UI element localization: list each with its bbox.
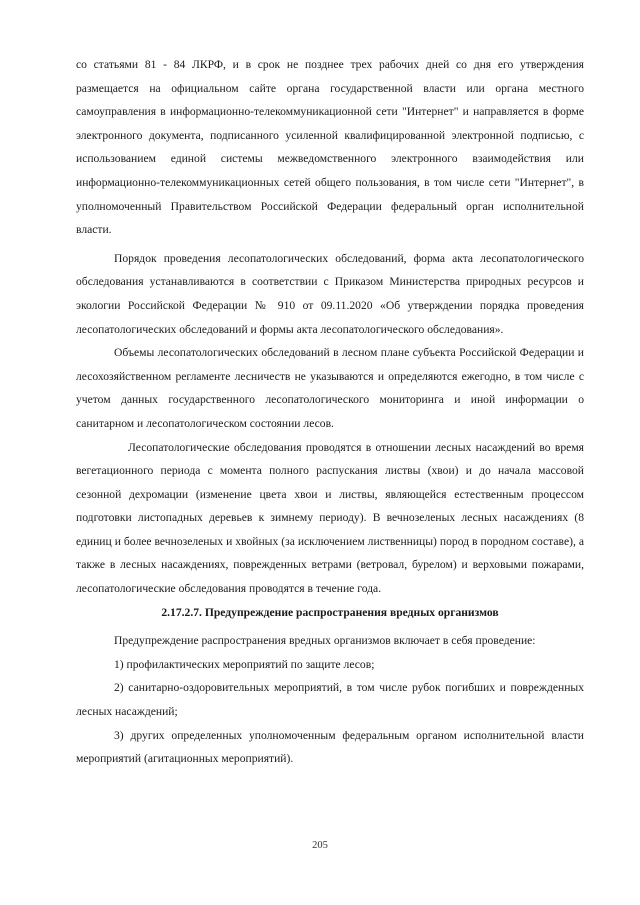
list-item: 2) санитарно-оздоровительных мероприятий, в том числе рубок погибших и поврежденных лесных насаждений; [76,681,584,719]
list-item: 1) профилактических мероприятий по защите лесов; [114,657,375,671]
section-heading: 2.17.2.7. Предупреждение распространения вредных организмов [161,605,499,619]
paragraph-survey-volumes: Объемы лесопатологических обследований в лесном плане субъекта Российской Федерации и лесохозяйственном регламенте лесничеств не указываются и определяются ежегодно, в том числе с учетом данных государственного лесопатологического мониторинга и иной информации о санитарном и лесопатологическом состоянии лесов. [76,346,584,430]
paragraph-prevention-intro: Предупреждение распространения вредных организмов включает в себя проведение: [114,634,536,648]
paragraph-order-of-surveys: Порядок проведения лесопатологических обследований, форма акта лесопатологического обследования устанавливаются в соответствии с Приказом Министерства природных ресурсов и экологии Российской Федерации № 910 от 09.11.2020 «Об утверждении порядка проведения лесопатологических обследований и формы акта лесопатологического обследования». [76,251,584,336]
paragraph-continuation: со статьями 81 - 84 ЛКРФ, и в срок не позднее трех рабочих дней со дня его утверждения размещается на официальном сайте органа государственной власти или органа местного самоуправления в информационно-телекоммуникационной сети "Интернет" и направляется в форме электронного документа, подписанного усиленной квалифицированной электронной подписью, с использованием единой системы межведомственного электронного взаимодействия или информационно-телекоммуникационных сетей общего пользования, в том числе сети "Интернет", в уполномоченный Правительством Российской Федерации федеральный орган исполнительной власти. [76,58,584,237]
list-item: 3) других определенных уполномоченным федеральным органом исполнительной власти мероприятий (агитационных мероприятий). [76,728,584,766]
page-number: 205 [312,840,328,851]
document-page [76,53,584,771]
paragraph-survey-timing: Лесопатологические обследования проводятся в отношении лесных насаждений во время вегетационного периода с момента полного распускания листвы (хвои) и до начала массовой сезонной дехромации (изменение цвета хвои и листвы, являющейся естественным процессом подготовки листопадных деревьев к зимнему периоду). В вечнозеленых лесных насаждениях (8 единиц и более вечнозеленых и хвойных (за исключением лиственницы) пород в породном составе), а также в лесных насаждениях, поврежденных ветрами (ветровал, бурелом) и верховыми пожарами, лесопатологические обследования проводятся в течение года. [76,440,584,596]
